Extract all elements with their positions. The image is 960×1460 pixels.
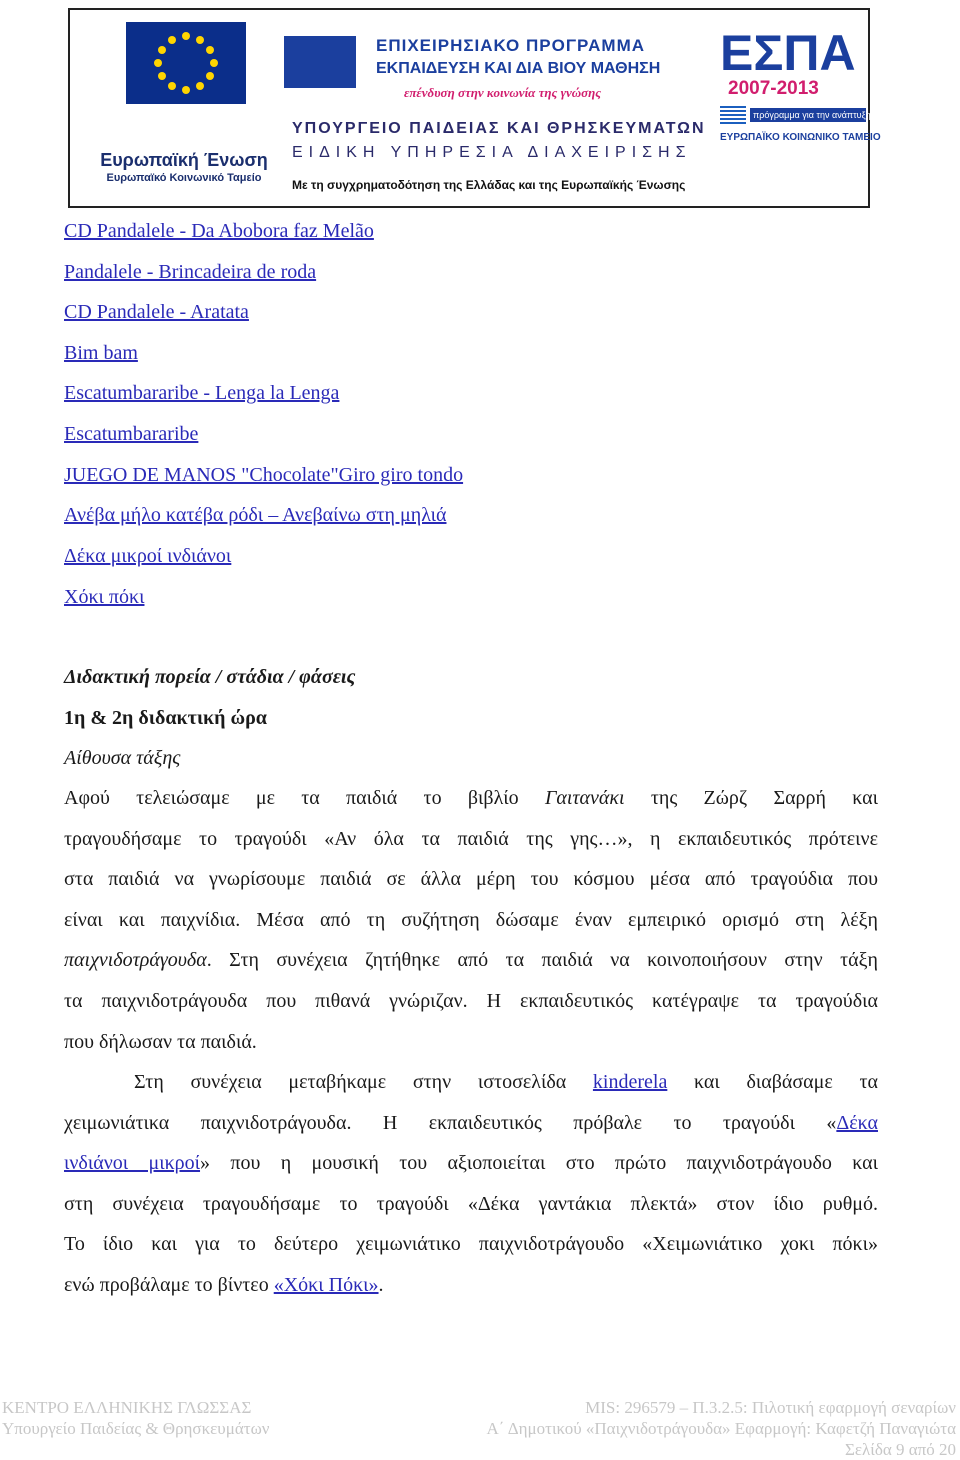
text-span: και διαβάσαμε τα — [667, 1071, 878, 1093]
song-link[interactable]: Escatumbararibe - Lenga la Lenga — [64, 382, 340, 404]
ministry-name: ΥΠΟΥΡΓΕΙΟ ΠΑΙΔΕΙΑΣ ΚΑΙ ΘΡΗΣΚΕΥΜΑΤΩΝ — [292, 120, 706, 137]
eu-subtitle: Ευρωπαϊκό Κοινωνικό Ταμείο — [106, 172, 262, 184]
song-link[interactable]: Bim bam — [64, 342, 138, 364]
text-span: ενώ προβάλαμε το βίντεο — [64, 1273, 274, 1296]
section-heading: Διδακτική πορεία / στάδια / φάσεις — [64, 666, 356, 688]
song-link[interactable]: Ανέβα μήλο κατέβα ρόδι – Ανεβαίνω στη μηλιά — [64, 504, 447, 526]
eu-stars-icon — [126, 22, 246, 104]
eu-flag-icon — [126, 22, 246, 104]
footer-ministry: Υπουργείο Παιδείας & Θρησκευμάτων — [2, 1419, 270, 1438]
song-link[interactable]: CD Pandalele - Da Abobora faz Melão — [64, 220, 374, 242]
text-span: χειμωνιάτικα παιχνιδοτράγουδα. Η εκπαιδευτικός πρόβαλε το τραγούδι « — [64, 1111, 837, 1134]
paragraph-line: Το ίδιο και για το δεύτερο χειμωνιάτικο παιχνιδοτράγουδο «Χειμωνιάτικο χοκι πόκι» — [64, 1233, 878, 1256]
text-span: » που η μουσική του αξιοποιείται στο πρώτο παιχνιδοτράγουδο και — [200, 1152, 878, 1175]
paragraph-line — [64, 1062, 878, 1103]
section-subheading: 1η & 2η διδακτική ώρα — [64, 707, 267, 729]
espa-fund: ΕΥΡΩΠΑΪΚΟ ΚΟΙΝΩΝΙΚΟ ΤΑΜΕΙΟ — [720, 132, 881, 143]
song-link[interactable]: CD Pandalele - Aratata — [64, 301, 249, 323]
text-span: . Στη συνέχεια ζητήθηκε από τα παιδιά να κοινοποιήσουν στην τάξη — [206, 949, 878, 972]
deka-link-part1[interactable]: Δέκα — [836, 1111, 878, 1134]
paragraph-line — [64, 940, 878, 981]
footer-mis: MIS: 296579 – Π.3.2.5: Πιλοτική εφαρμογή σεναρίων — [585, 1398, 956, 1417]
kinderela-link[interactable]: kinderela — [592, 1071, 668, 1093]
programme-name: ΕΚΠΑΙΔΕΥΣΗ ΚΑΙ ΔΙΑ ΒΙΟΥ ΜΑΘΗΣΗ — [376, 60, 661, 77]
footer-center-name: ΚΕΝΤΡΟ ΕΛΛΗΝΙΚΗΣ ΓΛΩΣΣΑΣ — [2, 1398, 252, 1417]
paragraph-line — [64, 1143, 878, 1184]
programme-block — [284, 32, 706, 202]
paragraph-line — [64, 1103, 878, 1144]
programme-logo-icon — [284, 36, 356, 88]
song-link[interactable]: JUEGO DE MANOS "Chocolate"Giro giro tondo — [64, 464, 464, 486]
song-link[interactable]: Pandalele - Brincadeira de roda — [64, 261, 317, 283]
location-label: Αίθουσα τάξης — [64, 747, 181, 769]
espa-title: ΕΣΠΑ — [720, 25, 856, 81]
paragraph-2 — [64, 1062, 878, 1306]
programme-title: ΕΠΙΧΕΙΡΗΣΙΑΚΟ ΠΡΟΓΡΑΜΜΑ — [376, 36, 646, 55]
eu-logo-block — [94, 22, 274, 200]
paragraph-1 — [64, 778, 878, 1062]
hoki-poki-video-link[interactable]: «Χόκι Πόκι» — [273, 1273, 379, 1296]
deka-link-part2[interactable]: ινδιάνοι μικροί — [64, 1152, 201, 1175]
espa-slogan: πρόγραμμα για την ανάπτυξη — [750, 108, 866, 122]
paragraph-line: είναι και παιχνίδια. Μέσα από τη συζήτηση δώσαμε έναν εμπειρικό ορισμό στη λέξη — [64, 908, 878, 931]
managing-authority: ΕΙΔΙΚΗ ΥΠΗΡΕΣΙΑ ΔΙΑΧΕΙΡΙΣΗΣ — [292, 144, 692, 161]
paragraph-line: στα παιδιά να γνωρίσουμε παιδιά σε άλλα μέρη του κόσμου μέσα από τραγούδια που — [64, 868, 878, 891]
term: παιχνιδοτράγουδα — [64, 949, 207, 972]
song-link[interactable]: Χόκι πόκι — [64, 586, 145, 608]
text-span: Στη συνέχεια μεταβήκαμε στην ιστοσελίδα — [134, 1071, 593, 1093]
cofunding-note: Με τη συγχρηματοδότηση της Ελλάδας και της Ευρωπαϊκής Ένωσης — [292, 178, 686, 192]
header-banner — [68, 8, 881, 208]
paragraph-line — [64, 1265, 878, 1306]
text-span: . — [378, 1273, 384, 1296]
paragraph-line: στη συνέχεια τραγουδήσαμε το τραγούδι «Δέκα γαντάκια πλεκτά» στον ίδιο ρυθμό. — [64, 1192, 878, 1215]
paragraph-line: τα παιχνιδοτράγουδα που πιθανά γνώριζαν. Η εκπαιδευτικός κατέγραψε τα τραγούδια — [64, 989, 878, 1012]
eu-title: Ευρωπαϊκή Ένωση — [100, 150, 268, 170]
greek-flag-icon — [720, 106, 746, 124]
paragraph-line: που δήλωσαν τα παιδιά. — [64, 1030, 257, 1053]
paragraph-line — [64, 778, 878, 819]
programme-slogan: επένδυση στην κοινωνία της γνώσης — [404, 85, 602, 100]
text-span: της Ζώρζ Σαρρή και — [624, 787, 879, 809]
page-number: Σελίδα 9 από 20 — [844, 1440, 956, 1459]
paragraph-line: τραγουδήσαμε το τραγούδι «Αν όλα τα παιδιά της γης…», η εκπαιδευτικός πρότεινε — [64, 827, 878, 850]
espa-logo-block — [720, 25, 881, 158]
espa-years: 2007-2013 — [728, 78, 819, 99]
book-title: Γαιτανάκι — [544, 787, 625, 809]
song-link[interactable]: Escatumbararibe — [64, 423, 199, 445]
footer-application: Α΄ Δημοτικού «Παιχνιδοτράγουδα» Εφαρμογή: Καφετζή Παναγιώτα — [486, 1419, 956, 1438]
text-span: Αφού τελειώσαμε με τα παιδιά το βιβλίο — [64, 787, 545, 809]
song-link[interactable]: Δέκα μικροί ινδιάνοι — [64, 545, 232, 567]
